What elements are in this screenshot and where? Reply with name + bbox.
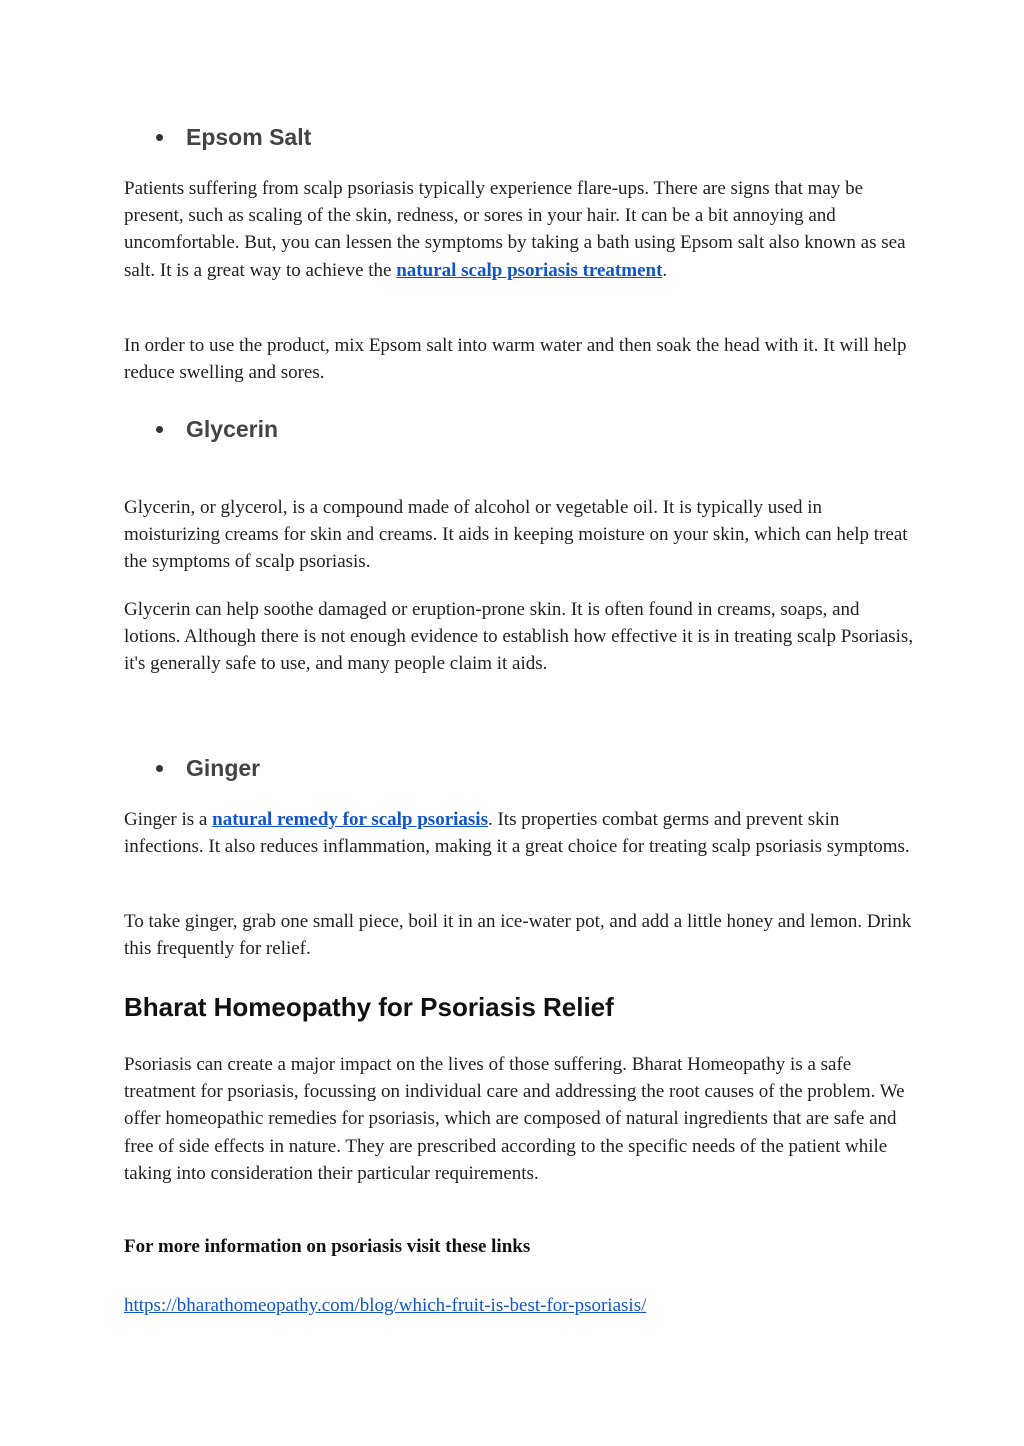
- bullet-dot-icon: [156, 765, 163, 772]
- epsom-paragraph-1: [124, 175, 914, 284]
- glycerin-paragraph-1: Glycerin, or glycerol, is a compound made of alcohol or vegetable oil. It is typically used in moisturizing creams for skin and creams. It aids in keeping moisture on your skin, which can help treat the symptoms of scalp psoriasis.: [124, 497, 908, 573]
- epsom-paragraph-1-end: .: [662, 259, 668, 281]
- bharat-homeopathy-paragraph: Psoriasis can create a major impact on the lives of those suffering. Bharat Homeopathy is a safe treatment for psoriasis, focussing on individual care and addressing the root causes of the problem. We offer homeopathic remedies for psoriasis, which are composed of natural ingredients that are safe and free of side effects in nature. They are prescribed according to the specific needs of the patient while taking into consideration their particular requirements.: [124, 1054, 905, 1184]
- ginger-paragraph-2: To take ginger, grab one small piece, boil it in an ice-water pot, and add a little honey and lemon. Drink this frequently for relief.: [124, 911, 912, 960]
- epsom-paragraph-1-text: Patients suffering from scalp psoriasis typically experience flare-ups. There are signs that may be present, such as scaling of the skin, redness, or sores in your hair. It can be a bit annoying and uncomfortable. But, you can lessen the symptoms by taking a bath using Epsom salt also known as sea salt. It is a great way to achieve the: [124, 178, 906, 281]
- bharat-homeopathy-heading: Bharat Homeopathy for Psoriasis Relief: [124, 992, 614, 1022]
- section-heading-glycerin: Glycerin: [186, 416, 279, 442]
- glycerin-paragraph-2: Glycerin can help soothe damaged or eruption-prone skin. It is often found in creams, soaps, and lotions. Although there is not enough evidence to establish how effective it is in treating scalp Psoriasis, it's generally safe to use, and many people claim it aids.: [124, 599, 914, 675]
- bullet-epsom-salt: [156, 124, 311, 151]
- epsom-paragraph-2: In order to use the product, mix Epsom salt into warm water and then soak the head with it. It will help reduce swelling and sores.: [124, 335, 907, 384]
- fruit-for-psoriasis-blog-link[interactable]: https://bharathomeopathy.com/blog/which-fruit-is-best-for-psoriasis/: [124, 1295, 647, 1316]
- bullet-dot-icon: [156, 426, 163, 433]
- section-heading-epsom-salt: Epsom Salt: [186, 124, 312, 150]
- natural-remedy-for-scalp-psoriasis-link[interactable]: natural remedy for scalp psoriasis: [212, 809, 488, 830]
- more-info-heading: For more information on psoriasis visit these links: [124, 1236, 531, 1257]
- natural-scalp-psoriasis-treatment-link[interactable]: natural scalp psoriasis treatment: [396, 259, 663, 281]
- section-heading-ginger: Ginger: [186, 755, 261, 781]
- ginger-paragraph-1-end: . Its properties combat germs and prevent skin infections. It also reduces inflammation, making it a great choice for treating scalp psoriasis symptoms.: [124, 809, 910, 858]
- ginger-paragraph-1: [124, 806, 914, 860]
- bullet-dot-icon: [156, 134, 163, 141]
- bullet-ginger: [156, 755, 260, 782]
- bullet-glycerin: [156, 416, 278, 443]
- ginger-paragraph-1-start: Ginger is a: [124, 809, 213, 830]
